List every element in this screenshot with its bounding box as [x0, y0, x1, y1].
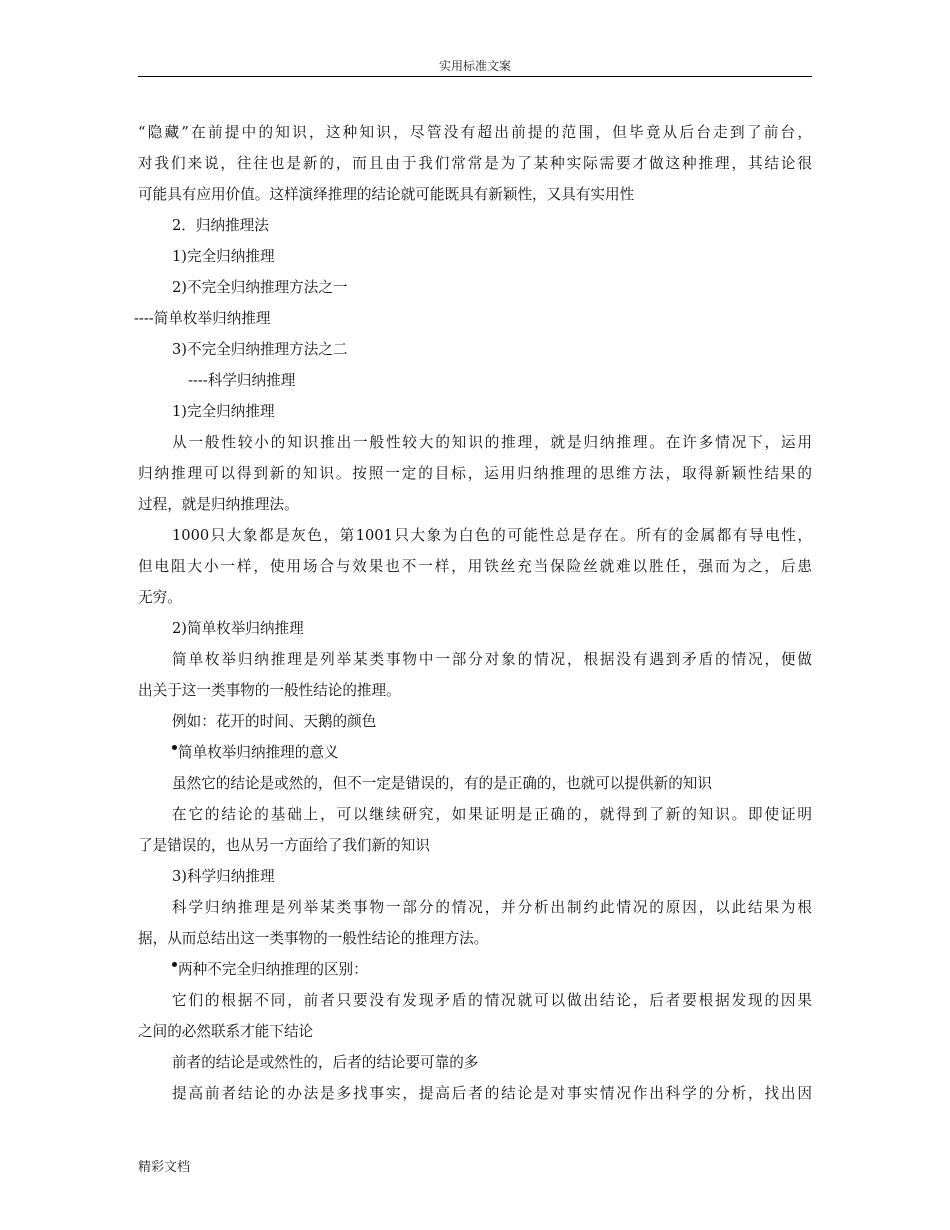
paragraph-line: 虽然它的结论是或然的，但不一定是错误的，有的是正确的，也就可以提供新的知识: [172, 775, 712, 792]
header-title: 实用标准文案: [438, 59, 511, 73]
paragraph-line: 它们的根据不同，前者只要没有发现矛盾的情况就可以做出结论，后者要根据发现的因果: [172, 992, 812, 1009]
footer-text: 精彩文档: [138, 1160, 191, 1175]
paragraph-line: 了是错误的，也从另一方面给了我们新的知识: [138, 837, 430, 854]
list-subitem: ----科学归纳推理: [188, 372, 296, 389]
document-body: [134, 117, 812, 1109]
section-heading: 2．归纳推理法: [172, 217, 269, 234]
list-subitem: ----简单枚举归纳推理: [134, 310, 271, 327]
paragraph-line: “隐藏”在前提中的知识，这种知识，尽管没有超出前提的范围，但毕竟从后台走到了前台，: [138, 124, 812, 141]
paragraph-line: 对我们来说，往往也是新的，而且由于我们常常是为了某种实际需要才做这种推理，其结论很: [138, 155, 812, 172]
paragraph-line: 归纳推理可以得到新的知识。按照一定的目标，运用归纳推理的思维方法，取得新颖性结果的: [138, 465, 812, 482]
paragraph-line: 可能具有应用价值。这样演绎推理的结论就可能既具有新颖性，又具有实用性: [138, 186, 635, 203]
paragraph-line: 据，从而总结出这一类事物的一般性结论的推理方法。: [138, 930, 489, 947]
paragraph-line: 前者的结论是或然性的，后者的结论要可靠的多: [172, 1054, 479, 1071]
paragraph-line: 1000只大象都是灰色，第1001只大象为白色的可能性总是存在。所有的金属都有导电性，: [172, 527, 812, 544]
list-item: 1)完全归纳推理: [172, 248, 275, 265]
page-footer: [138, 1160, 190, 1176]
bullet-icon: [172, 962, 177, 967]
bullet-icon: [172, 745, 177, 750]
paragraph-line: 在它的结论的基础上，可以继续研究，如果证明是正确的，就得到了新的知识。即使证明: [172, 806, 812, 823]
bullet-item: [138, 954, 812, 985]
paragraph-line: 无穷。: [138, 589, 182, 606]
subsection-heading: 3)科学归纳推理: [172, 868, 275, 885]
subsection-heading: 1)完全归纳推理: [172, 403, 275, 420]
page-header: [138, 58, 812, 77]
paragraph-line: 出关于这一类事物的一般性结论的推理。: [138, 682, 401, 699]
bullet-text: 两种不完全归纳推理的区别：: [178, 961, 368, 978]
bullet-text: 简单枚举归纳推理的意义: [178, 744, 339, 761]
subsection-heading: 2)简单枚举归纳推理: [172, 620, 304, 637]
list-item: 2)不完全归纳推理方法之一: [172, 279, 348, 296]
paragraph-line: 过程，就是归纳推理法。: [138, 496, 299, 513]
list-item: 3)不完全归纳推理方法之二: [172, 341, 348, 358]
paragraph-line: 提高前者结论的办法是多找事实，提高后者的结论是对事实情况作出科学的分析，找出因: [172, 1085, 812, 1102]
paragraph-line: 但电阻大小一样，使用场合与效果也不一样，用铁丝充当保险丝就难以胜任，强而为之，后患: [138, 558, 812, 575]
paragraph-line: 例如：花开的时间、天鹅的颜色: [172, 713, 377, 730]
paragraph-line: 从一般性较小的知识推出一般性较大的知识的推理，就是归纳推理。在许多情况下，运用: [172, 434, 812, 451]
paragraph-line: 之间的必然联系才能下结论: [138, 1023, 314, 1040]
paragraph-line: 简单枚举归纳推理是列举某类事物中一部分对象的情况，根据没有遇到矛盾的情况，便做: [172, 651, 812, 668]
paragraph-line: 科学归纳推理是列举某类事物一部分的情况，并分析出制约此情况的原因，以此结果为根: [172, 899, 812, 916]
bullet-item: [138, 737, 812, 768]
